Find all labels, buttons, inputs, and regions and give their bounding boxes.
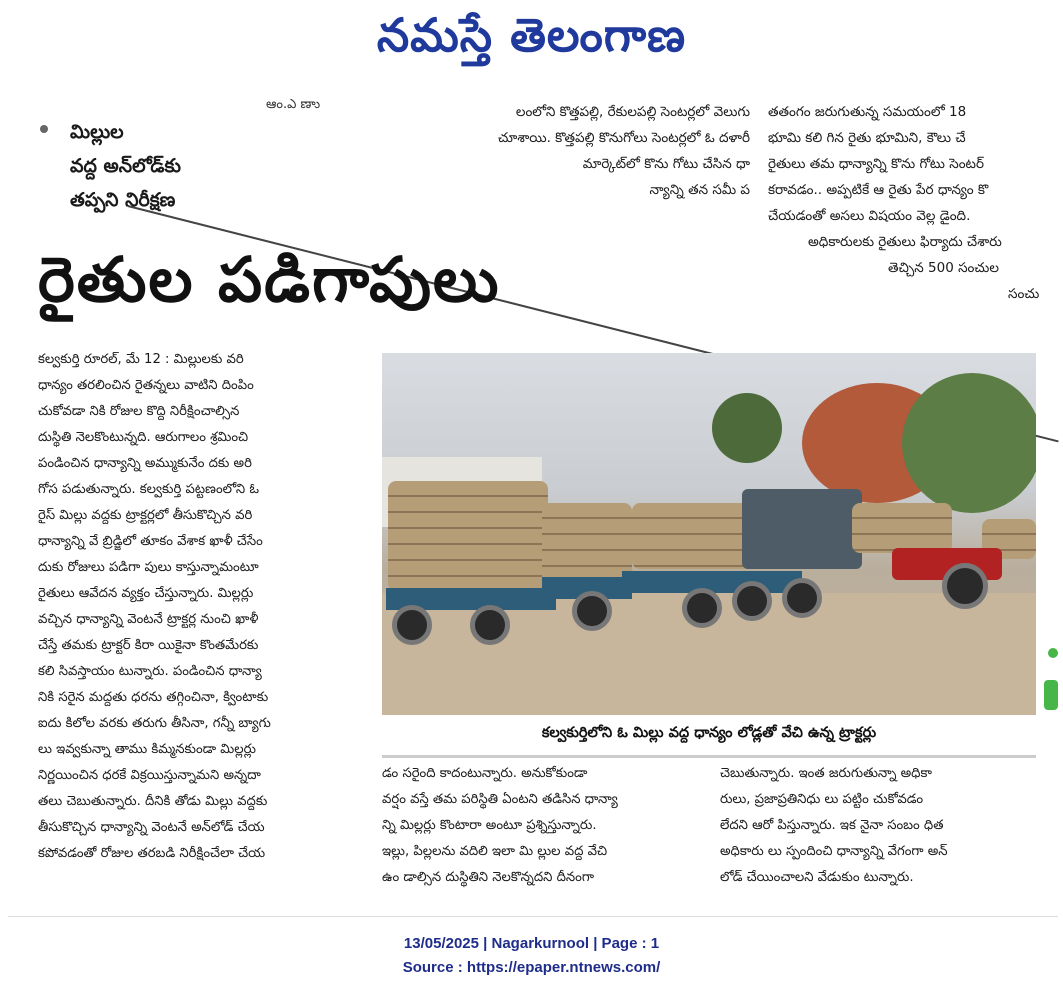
text-line: చేస్తే తమకు ట్రాక్టర్ కిరా యికైనా కొంతమేరకు xyxy=(38,638,259,653)
body-column-mid xyxy=(382,761,702,891)
photo-wheel xyxy=(732,581,772,621)
text-line: చుకోవడా నికి రోజుల కొద్ది నిరీక్షించాల్సిన xyxy=(38,404,240,419)
masthead-title: నమస్తే తెలంగాణ xyxy=(376,8,687,62)
text-line: లోడ్ చేయించాలని వేడుకుం టున్నారు. xyxy=(720,870,914,885)
text-line: ధాన్యం తరలించిన రైతన్నలు వాటిని దింపిం xyxy=(38,378,254,393)
text-line: మార్కెట్‌లో కొను గోటు చేసిన ధా xyxy=(582,156,750,172)
text-line: వచ్చిన ధాన్యాన్ని వెంటనే ట్రాక్టర్ల నుంచి ఖాళీ xyxy=(38,612,259,627)
text-line: రైతులు ఆవేదన వ్యక్తం చేస్తున్నారు. మిల్లర్లు xyxy=(38,586,254,601)
text-line: చేయడంతో అసలు విషయం వెల్ల డైంది. xyxy=(768,208,971,224)
photo-caption: కల్వకుర్తిలోని ఓ మిల్లు వద్ద ధాన్యం లోడ్లతో వేచి ఉన్న ట్రాక్టర్లు xyxy=(541,725,877,741)
top-column-2 xyxy=(390,99,750,203)
text-line: దుకు రోజులు పడిగా పులు కాస్తున్నామంటూ xyxy=(38,560,259,575)
text-line: ఐదు కిలోల వరకు తరుగు తీసినా, గన్నీ బ్యాగు xyxy=(38,716,271,731)
text-line: అధికారులకు రైతులు ఫిర్యాదు చేశారు xyxy=(808,234,1002,250)
text-line: ధాన్యాన్ని వే బ్రిడ్జిలో తూకం వేశాక ఖాళీ చేసేం xyxy=(38,534,263,549)
photo-wheel xyxy=(682,588,722,628)
text-line: చెబుతున్నారు. ఇంత జరుగుతున్నా అధికా xyxy=(720,766,932,781)
green-dot-icon xyxy=(1048,648,1058,658)
text-line: గోస పడుతున్నారు. కల్వకుర్తి పట్టణంలోని ఓ xyxy=(38,482,259,497)
text-line: కలి సివస్తాయం టున్నారు. పండించిన ధాన్యా xyxy=(38,664,262,679)
text-line: దుస్థితి నెలకొంటున్నది. ఆరుగాలం శ్రమించి xyxy=(38,430,249,445)
text-line: లు ఇవ్వకున్నా తాము కిమ్మనకుండా మిల్లర్లు xyxy=(38,742,256,757)
text-line: కరావడం.. అప్పటికే ఆ రైతు పేర ధాన్యం కొ xyxy=(768,182,989,198)
text-line: న్యాన్ని తన సమీ ప xyxy=(649,182,750,198)
text-line: అధికారు లు స్పందించి ధాన్యాన్ని వేగంగా అన్ xyxy=(720,844,948,859)
text-line: తీసుకొచ్చిన ధాన్యాన్ని వెంటనే అన్‌లోడ్ చేయ xyxy=(38,820,265,835)
text-line: లేదని ఆరో పిస్తున్నారు. ఇక నైనా సంబం ధిత xyxy=(720,818,944,833)
text-line: డం సరైంది కాదంటున్నారు. అనుకోకుండా xyxy=(382,766,588,781)
kicker-text xyxy=(70,115,280,217)
photo-wheel xyxy=(572,591,612,631)
headline: రైతుల పడిగాపులు xyxy=(38,243,501,316)
text-line: రైస్ మిల్లు వద్దకు ట్రాక్టర్లలో తీసుకొచ్చిన వరి xyxy=(38,508,253,523)
text-line: ఇల్లు, పిల్లలను వదిలి ఇలా మి ల్లుల వద్ద వేచి xyxy=(382,844,608,859)
text-line: తెచ్చిన 500 సంచుల xyxy=(888,260,999,276)
text-line: భూమి కలి గిన రైతు భూమిని, కౌలు చే xyxy=(768,130,966,146)
bullet-icon xyxy=(40,125,48,133)
footer-date-edition: 13/05/2025 | Nagarkurnool | Page : 1 xyxy=(403,935,660,952)
kicker-line: వద్ద అన్‌లోడ్‌కు xyxy=(70,155,181,177)
photo-sacks xyxy=(542,503,632,583)
photo-sacks xyxy=(852,503,952,553)
text-line: రులు, ప్రజాప్రతినిధు లు పట్టిం చుకోవడం xyxy=(720,792,924,807)
text-line: నిర్ణయించిన ధరకే విక్రయిస్తున్నామని అన్నదా xyxy=(38,768,261,783)
text-line: పండించిన ధాన్యాన్ని అమ్ముకునేం దకు అరి xyxy=(38,456,252,471)
text-line: తలు చెబుతున్నారు. దీనికి తోడు మిల్లు వద్దకు xyxy=(38,794,268,809)
photo-tree xyxy=(902,373,1036,513)
small-tag: ఆం.ఎ ణాు xyxy=(266,97,321,112)
body-column-right xyxy=(720,761,1042,891)
green-mark-icon xyxy=(1044,680,1058,710)
footer-source: Source : https://epaper.ntnews.com/ xyxy=(402,959,661,976)
kicker-box xyxy=(40,115,280,217)
photo-wheel xyxy=(392,605,432,645)
photo-tarp xyxy=(742,489,862,569)
text-line: కల్వకుర్తి రూరల్, మే 12 : మిల్లులకు వరి xyxy=(38,352,244,367)
text-line: తతంగం జరుగుతున్న సమయంలో 18 xyxy=(768,104,967,120)
article-clip xyxy=(8,95,1063,917)
photo-palm-tree xyxy=(712,393,782,463)
text-line: రైతులు తమ ధాన్యాన్ని కొను గోటు సెంటర్ xyxy=(768,156,984,172)
photo-sacks xyxy=(388,481,548,591)
text-line: న్ని మిల్లర్లు కొంటారా అంటూ ప్రశ్నిస్తున్నారు. xyxy=(382,818,597,833)
text-line: సంచు xyxy=(1008,286,1040,302)
photo-wheel xyxy=(470,605,510,645)
body-column-left xyxy=(38,347,356,867)
top-column-3 xyxy=(768,99,1063,307)
text-line: వర్షం వస్తే తమ పరిస్థితి ఏంటని తడిసిన ధాన్యా xyxy=(382,792,618,807)
photo-caption-bar xyxy=(382,717,1036,758)
photo-wheel xyxy=(782,578,822,618)
text-line: చూశాయి. కొత్తపల్లి కొనుగోలు సెంటర్లలో ఓ దళారీ xyxy=(498,130,750,146)
text-line: ఉం డాల్సిన దుస్థితిని నెలకొన్నదని దీనంగా xyxy=(382,870,595,885)
footer-divider xyxy=(8,916,1058,917)
kicker-line: తప్పని నిరీక్షణ xyxy=(70,189,176,211)
text-line: లంలోని కొత్తపల్లి, రేకులపల్లి సెంటర్లలో వెలుగు xyxy=(515,104,750,120)
footer xyxy=(0,932,1063,980)
photo-wheel xyxy=(942,563,988,609)
news-photo xyxy=(382,353,1036,715)
text-line: నికి సరైన మద్దతు ధరను తగ్గించినా, క్వింటాకు xyxy=(38,690,269,705)
text-line: కపోవడంతో రోజుల తరబడి నిరీక్షించేలా చేయ xyxy=(38,846,266,861)
kicker-line: మిల్లుల xyxy=(70,121,124,143)
